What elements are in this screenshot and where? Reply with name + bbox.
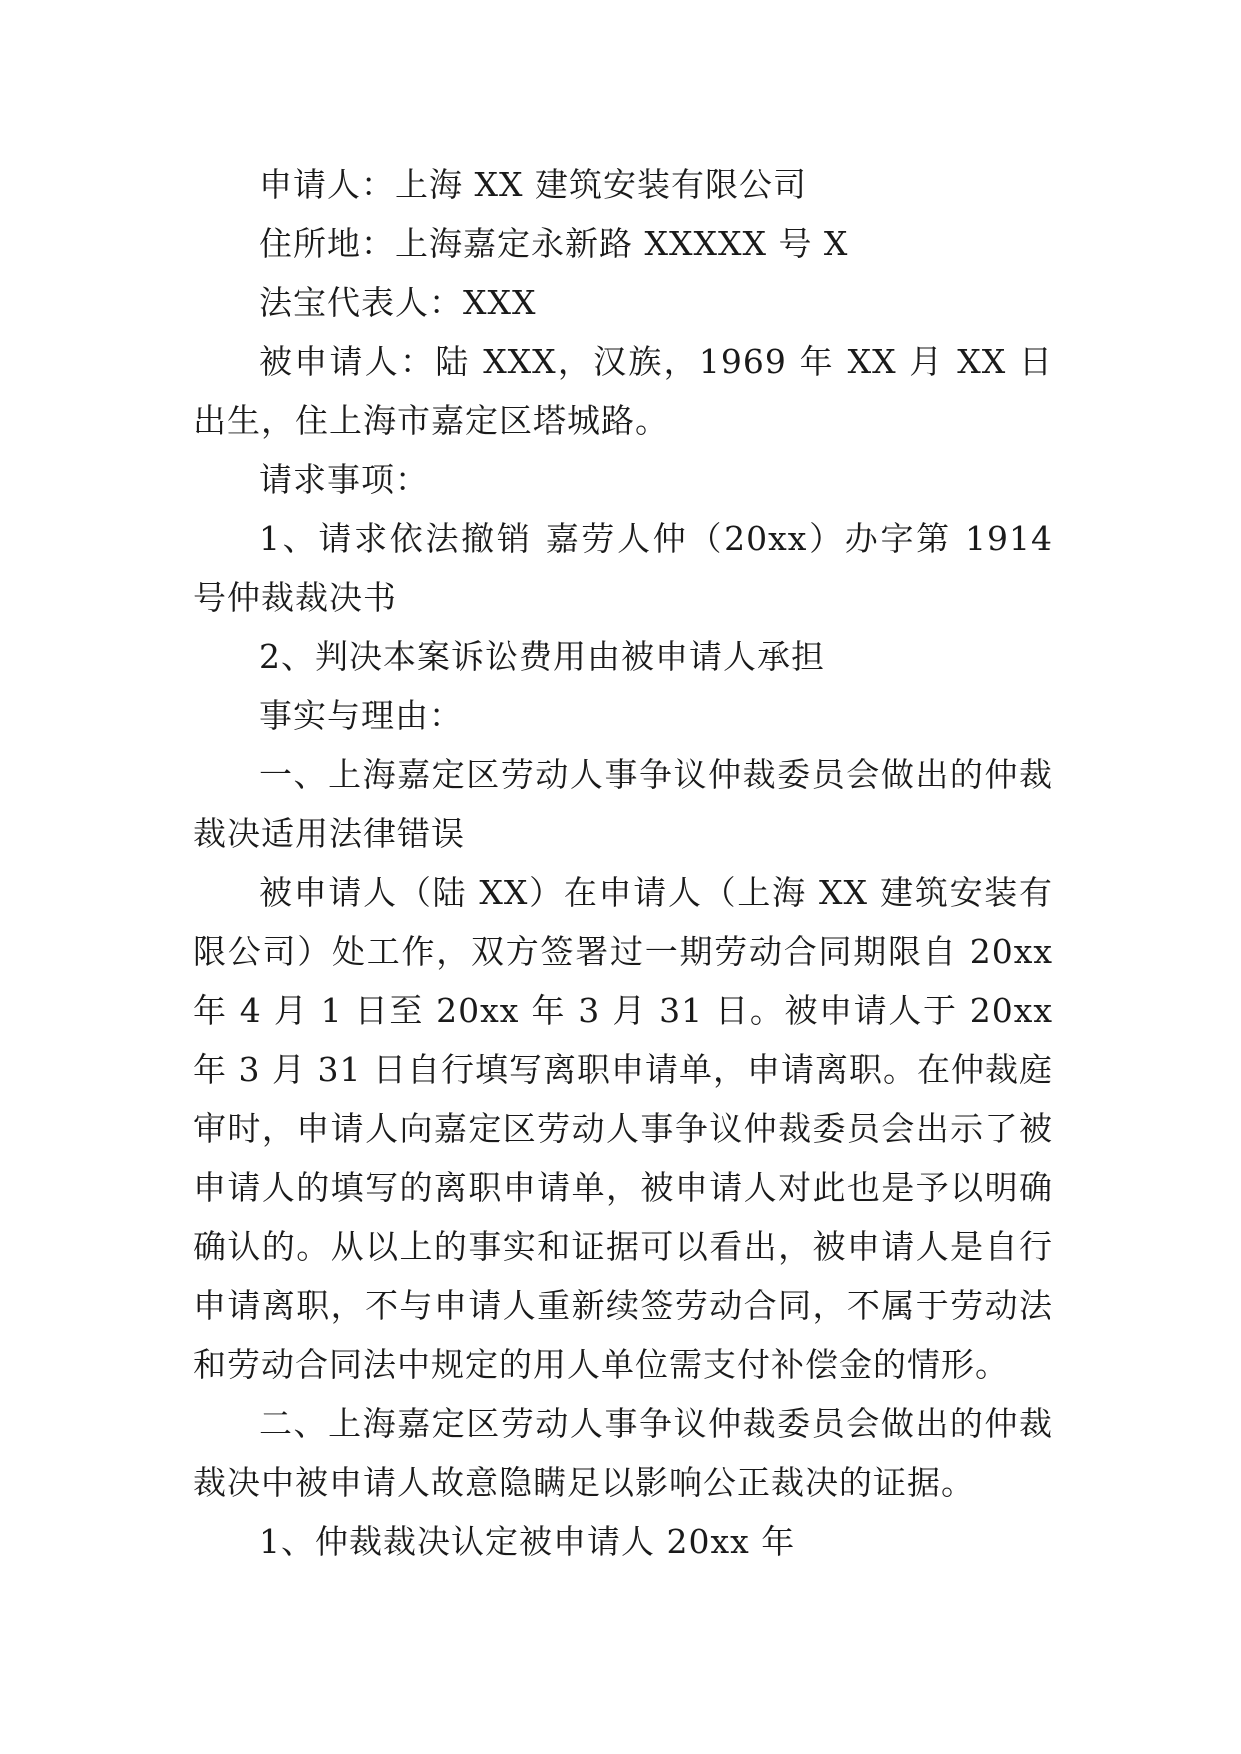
claim-item-2: 2、判决本案诉讼费用由被申请人承担 xyxy=(259,637,825,676)
claims-heading: 请求事项： xyxy=(259,460,429,499)
reason-one-heading: 一、上海嘉定区劳动人事争议仲裁委员会做出的仲裁裁决适用法律错误 xyxy=(193,755,1053,853)
address-line: 住所地：上海嘉定永新路 XXXXX 号 X xyxy=(259,224,849,263)
reason-one-body: 被申请人（陆 XX）在申请人（上海 XX 建筑安装有限公司）处工作，双方签署过一期劳动合同期限自 20xx 年 4 月 1 日至 20xx 年 3 月 31 日。被申请人于 20xx 年 3 月 31 日自行填写离职申请单，申请离职。在仲裁庭审时，申请人向嘉定区劳动人事争议仲裁委员会出示了被申请人的填写的离职申请单，被申请人对此也是予以明确确认的。从以上的事实和证据可以看出，被申请人是自行申请离职，不与申请人重新续签劳动合同，不属于劳动法和劳动合同法中规定的用人单位需支付补偿金的情形。 xyxy=(193,873,1053,1384)
reason-two-item-1: 1、仲裁裁决认定被申请人 20xx 年 xyxy=(259,1522,796,1561)
legal-representative-line: 法宝代表人：XXX xyxy=(259,283,537,322)
claim-item-1: 1、请求依法撤销 嘉劳人仲（20xx）办字第 1914 号仲裁裁决书 xyxy=(193,519,1053,617)
reason-two-heading: 二、上海嘉定区劳动人事争议仲裁委员会做出的仲裁裁决中被申请人故意隐瞒足以影响公正裁决的证据。 xyxy=(193,1404,1053,1502)
document-body xyxy=(193,155,1053,1571)
respondent-paragraph: 被申请人：陆 XXX，汉族，1969 年 XX 月 XX 日出生，住上海市嘉定区塔城路。 xyxy=(193,342,1053,440)
applicant-line: 申请人：上海 XX 建筑安装有限公司 xyxy=(259,165,807,204)
facts-heading: 事实与理由： xyxy=(259,696,463,735)
